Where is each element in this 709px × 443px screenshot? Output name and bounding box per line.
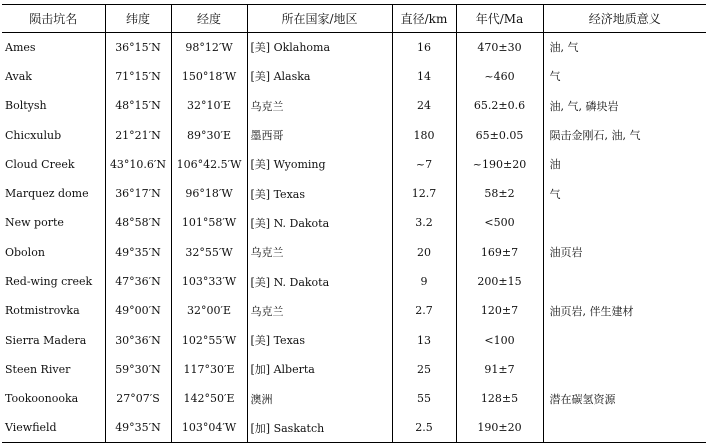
cell-economic-significance: 油, 气	[543, 33, 706, 62]
table-row	[2, 384, 706, 413]
table-row	[2, 150, 706, 179]
table-row	[2, 62, 706, 91]
cell-country-region: [美] Alaska	[247, 62, 392, 91]
cell-longitude: 98°12′W	[171, 33, 247, 62]
cell-age: 65±0.05	[456, 120, 543, 149]
cell-economic-significance: 气	[543, 62, 706, 91]
cell-latitude: 48°15′N	[105, 91, 171, 120]
cell-diameter: 13	[392, 325, 456, 354]
cell-economic-significance	[543, 208, 706, 237]
cell-economic-significance: 气	[543, 179, 706, 208]
table-row	[2, 120, 706, 149]
header-row	[2, 5, 706, 33]
cell-diameter: 3.2	[392, 208, 456, 237]
header-diameter: 直径/km	[392, 5, 456, 33]
table-row	[2, 267, 706, 296]
cell-economic-significance	[543, 355, 706, 384]
cell-country-region: 乌克兰	[247, 238, 392, 267]
cell-diameter: ~7	[392, 150, 456, 179]
cell-crater-name: Obolon	[5, 245, 45, 259]
table-row	[2, 179, 706, 208]
cell-crater-name: Steen River	[5, 362, 71, 376]
cell-diameter: 55	[392, 384, 456, 413]
cell-latitude: 71°15′N	[105, 62, 171, 91]
header-longitude: 经度	[171, 5, 247, 33]
cell-diameter: 2.7	[392, 296, 456, 325]
cell-longitude: 142°50′E	[171, 384, 247, 413]
cell-diameter: 25	[392, 355, 456, 384]
cell-longitude: 89°30′E	[171, 120, 247, 149]
cell-country-region: 乌克兰	[247, 91, 392, 120]
cell-longitude: 106°42.5′W	[171, 150, 247, 179]
cell-age: 120±7	[456, 296, 543, 325]
cell-country-region: [美] Oklahoma	[247, 33, 392, 62]
table-row	[2, 33, 706, 62]
cell-country-region: 澳洲	[247, 384, 392, 413]
cell-crater-name: Ames	[5, 40, 36, 54]
cell-age: 470±30	[456, 33, 543, 62]
cell-longitude: 32°10′E	[171, 91, 247, 120]
cell-diameter: 180	[392, 120, 456, 149]
cell-longitude: 32°00′E	[171, 296, 247, 325]
cell-economic-significance: 油	[543, 150, 706, 179]
cell-country-region: [美] N. Dakota	[247, 208, 392, 237]
cell-crater-name: Marquez dome	[5, 187, 89, 201]
table-row	[2, 325, 706, 354]
impact-crater-table	[2, 4, 706, 443]
cell-economic-significance: 油页岩	[543, 238, 706, 267]
cell-crater-name: Avak	[5, 69, 32, 83]
cell-age: 169±7	[456, 238, 543, 267]
cell-age: 190±20	[456, 413, 543, 442]
cell-latitude: 59°30′N	[105, 355, 171, 384]
header-age: 年代/Ma	[456, 5, 543, 33]
cell-country-region: 乌克兰	[247, 296, 392, 325]
cell-crater-name: Chicxulub	[5, 128, 62, 142]
cell-crater-name: Viewfield	[2, 413, 105, 442]
cell-crater-name: Tookoonooka	[5, 392, 79, 406]
cell-diameter: 12.7	[392, 179, 456, 208]
cell-latitude: 49°35′N	[105, 413, 171, 442]
cell-country-region: [美] N. Dakota	[247, 267, 392, 296]
cell-latitude: 27°07′S	[105, 384, 171, 413]
cell-age: 58±2	[456, 179, 543, 208]
cell-age: 128±5	[456, 384, 543, 413]
cell-economic-significance	[543, 413, 706, 442]
header-economic-significance: 经济地质意义	[543, 5, 706, 33]
table-row	[2, 238, 706, 267]
cell-age: 65.2±0.6	[456, 91, 543, 120]
cell-longitude: 150°18′W	[171, 62, 247, 91]
cell-age: 200±15	[456, 267, 543, 296]
cell-latitude: 30°36′N	[105, 325, 171, 354]
cell-age: ~460	[456, 62, 543, 91]
cell-economic-significance: 陨击金刚石, 油, 气	[543, 120, 706, 149]
cell-diameter: 24	[392, 91, 456, 120]
cell-economic-significance: 油, 气, 磷块岩	[543, 91, 706, 120]
cell-latitude: 36°17′N	[105, 179, 171, 208]
header-crater-name: 陨击坑名	[2, 5, 105, 33]
cell-latitude: 47°36′N	[105, 267, 171, 296]
cell-longitude: 117°30′E	[171, 355, 247, 384]
cell-crater-name: Sierra Madera	[5, 333, 87, 347]
table-row	[2, 413, 706, 442]
cell-age: ~190±20	[456, 150, 543, 179]
table-header	[2, 5, 706, 33]
cell-longitude: 96°18′W	[171, 179, 247, 208]
cell-crater-name: Cloud Creek	[5, 157, 75, 171]
cell-age: <100	[456, 325, 543, 354]
table-row	[2, 208, 706, 237]
cell-latitude: 36°15′N	[105, 33, 171, 62]
cell-economic-significance	[543, 325, 706, 354]
cell-country-region: [美] Wyoming	[247, 150, 392, 179]
cell-longitude: 102°55′W	[171, 325, 247, 354]
table-body	[2, 33, 706, 443]
cell-longitude: 103°33′W	[171, 267, 247, 296]
cell-latitude: 21°21′N	[105, 120, 171, 149]
cell-diameter: 2.5	[392, 413, 456, 442]
cell-crater-name: Boltysh	[5, 99, 47, 113]
cell-country-region: 墨西哥	[247, 120, 392, 149]
cell-country-region: [加] Saskatch	[247, 413, 392, 442]
cell-latitude: 49°35′N	[105, 238, 171, 267]
table-row	[2, 355, 706, 384]
cell-diameter: 14	[392, 62, 456, 91]
cell-economic-significance	[543, 267, 706, 296]
cell-latitude: 49°00′N	[105, 296, 171, 325]
cell-country-region: [加] Alberta	[247, 355, 392, 384]
cell-latitude: 43°10.6′N	[105, 150, 171, 179]
cell-longitude: 101°58′W	[171, 208, 247, 237]
header-country-region: 所在国家/地区	[247, 5, 392, 33]
header-latitude: 纬度	[105, 5, 171, 33]
cell-diameter: 9	[392, 267, 456, 296]
cell-country-region: [美] Texas	[247, 179, 392, 208]
cell-economic-significance: 油页岩, 伴生建材	[543, 296, 706, 325]
cell-crater-name: Red-wing creek	[5, 275, 93, 289]
cell-economic-significance: 潜在碳氢资源	[543, 384, 706, 413]
cell-age: 91±7	[456, 355, 543, 384]
cell-crater-name: New porte	[5, 216, 64, 230]
cell-diameter: 16	[392, 33, 456, 62]
cell-longitude: 103°04′W	[171, 413, 247, 442]
cell-latitude: 48°58′N	[105, 208, 171, 237]
cell-longitude: 32°55′W	[171, 238, 247, 267]
table-row	[2, 296, 706, 325]
cell-country-region: [美] Texas	[247, 325, 392, 354]
cell-age: <500	[456, 208, 543, 237]
cell-diameter: 20	[392, 238, 456, 267]
table-row	[2, 91, 706, 120]
cell-crater-name: Rotmistrovka	[5, 304, 80, 318]
